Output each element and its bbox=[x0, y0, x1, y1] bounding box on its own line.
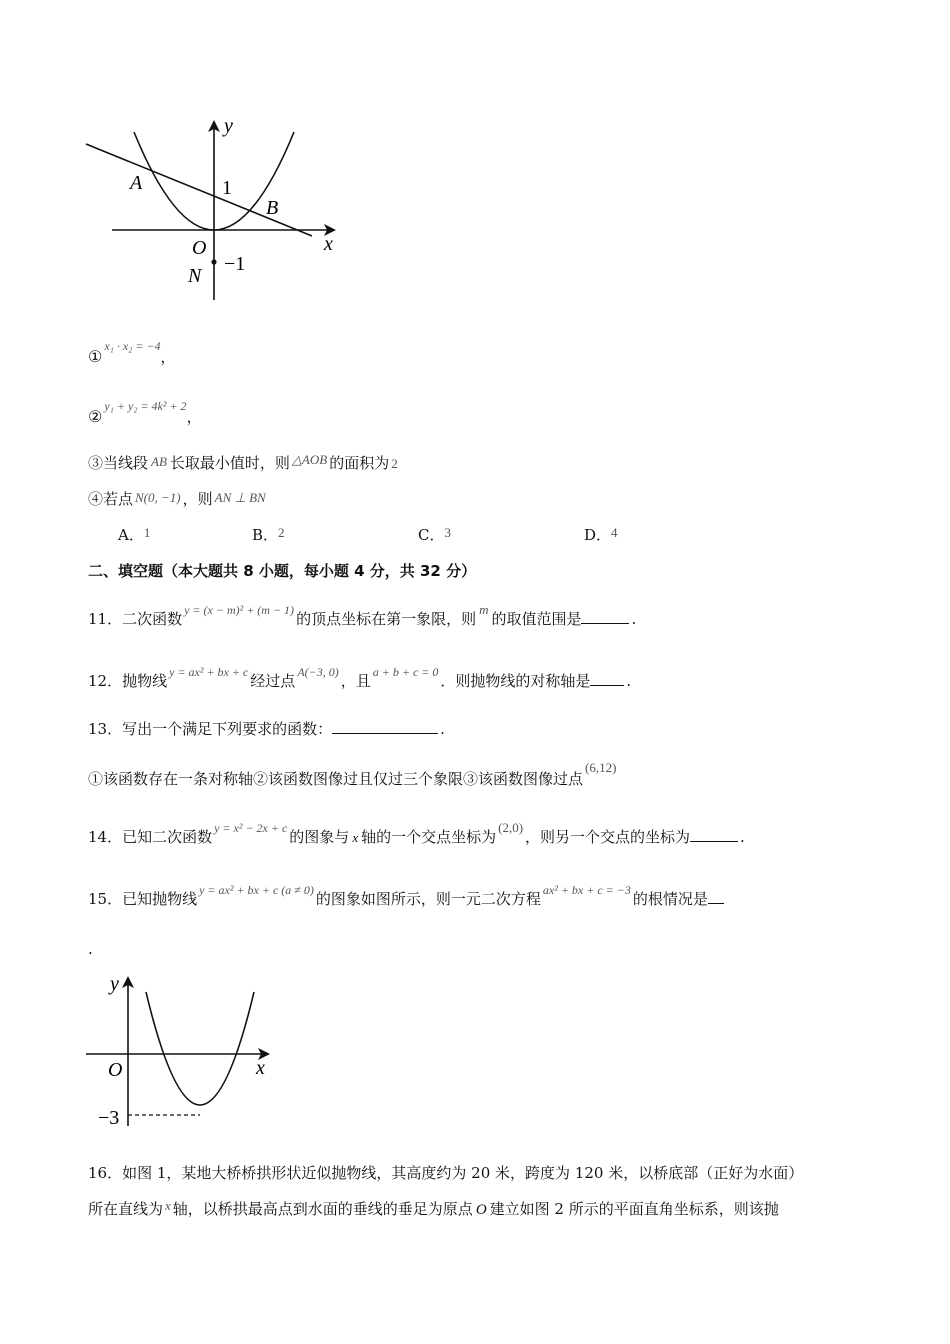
label-neg-one: −1 bbox=[224, 253, 246, 275]
question-14 bbox=[88, 816, 745, 846]
statement-1 bbox=[88, 334, 176, 366]
label-o: O bbox=[192, 237, 207, 259]
q14-math: y = x² − 2x + c bbox=[214, 821, 288, 835]
q15-num: 15．已知抛物线 bbox=[88, 890, 198, 908]
q11-math: y = (x − m)² + (m − 1) bbox=[184, 603, 295, 617]
q13-text: 13．写出一个满足下列要求的函数： bbox=[88, 720, 333, 738]
q14-num: 14．已知二次函数 bbox=[88, 828, 213, 846]
statement-2 bbox=[88, 394, 202, 426]
fig2-parabola-curve bbox=[146, 992, 254, 1105]
question-15 bbox=[88, 878, 724, 908]
statement-2-num: ② bbox=[88, 407, 103, 426]
fig2-label-x: x bbox=[256, 1057, 265, 1079]
option-c bbox=[418, 524, 451, 545]
q15-text-b: 的根情况是 bbox=[632, 890, 708, 908]
point-n bbox=[211, 259, 216, 264]
figure-parabola-line bbox=[80, 110, 350, 310]
section-2-heading: 二、填空题（本大题共 8 小题，每小题 4 分，共 32 分） bbox=[88, 562, 477, 580]
label-n: N bbox=[188, 265, 202, 287]
q14-answer-blank[interactable] bbox=[690, 827, 738, 842]
q13-answer-blank[interactable] bbox=[332, 719, 438, 734]
q13-end: . bbox=[440, 720, 445, 738]
q12-end: . bbox=[626, 672, 632, 690]
option-d-value: 4 bbox=[611, 525, 618, 540]
question-16-line-1: 16．如图 1，某地大桥桥拱形状近似抛物线，其高度约为 20 米，跨度为 120 米，以桥底部（正好为水面） bbox=[88, 1164, 804, 1182]
statement-1-num: ① bbox=[88, 347, 103, 366]
statement-1-math: x₁ · x₂ = −4 bbox=[104, 339, 161, 353]
q15-math-b: ax² + bx + c = −3 bbox=[542, 883, 631, 897]
question-11 bbox=[88, 598, 637, 628]
q12-text-c: ．则抛物线的对称轴是 bbox=[440, 672, 591, 690]
question-13-conditions bbox=[88, 756, 617, 788]
option-a bbox=[118, 524, 150, 545]
question-16-line-2 bbox=[88, 1198, 779, 1219]
q11-num: 11．二次函数 bbox=[88, 610, 183, 628]
q12-math: y = ax² + bx + c bbox=[169, 665, 249, 679]
q16-math-x: x bbox=[165, 1198, 171, 1213]
option-c-label: C． bbox=[418, 526, 445, 544]
label-b: B bbox=[266, 197, 279, 219]
option-b bbox=[252, 524, 285, 545]
option-c-value: 3 bbox=[444, 525, 451, 540]
q15-end: . bbox=[88, 940, 93, 958]
statement-4 bbox=[88, 488, 266, 509]
option-d bbox=[584, 524, 618, 545]
statement-3-math-b: △AOB bbox=[291, 452, 328, 467]
question-12 bbox=[88, 660, 632, 690]
statement-3-text-b: 长取最小值时，则 bbox=[169, 454, 290, 472]
statement-4-text-b: ，则 bbox=[182, 490, 213, 508]
q11-math-m: m bbox=[479, 602, 489, 617]
fig2-label-o: O bbox=[108, 1059, 123, 1081]
option-d-label: D． bbox=[584, 526, 612, 544]
q13-conditions: ①该函数存在一条对称轴②该函数图像过且仅过三个象限③该函数图像过点 bbox=[88, 770, 584, 788]
q14-text-c: ，则另一个交点的坐标为 bbox=[525, 828, 691, 846]
q14-math-x: x bbox=[352, 830, 359, 845]
label-x: x bbox=[324, 233, 333, 255]
q13-math: (6,12) bbox=[585, 760, 617, 775]
q12-answer-blank[interactable] bbox=[590, 671, 624, 686]
q16-line2-b: 轴，以桥拱最高点到水面的垂线的垂足为原点 bbox=[172, 1200, 473, 1218]
q12-text-b: ，且 bbox=[340, 672, 371, 690]
statement-2-tail: ， bbox=[186, 408, 202, 426]
q16-line2-a: 所在直线为 bbox=[88, 1200, 164, 1218]
question-13 bbox=[88, 718, 445, 739]
q11-end: . bbox=[631, 610, 637, 628]
statement-3-math-a: AB bbox=[151, 454, 167, 469]
q11-answer-blank[interactable] bbox=[581, 609, 629, 624]
q15-text-a: 的图象如图所示，则一元二次方程 bbox=[315, 890, 541, 908]
statement-3 bbox=[88, 452, 398, 473]
q15-answer-blank[interactable] bbox=[708, 889, 724, 904]
statement-4-math-b: AN ⊥ BN bbox=[214, 490, 266, 505]
option-b-label: B． bbox=[252, 526, 279, 544]
statement-1-tail: ， bbox=[160, 348, 176, 366]
statement-2-math: y₁ + y₂ = 4k² + 2 bbox=[104, 399, 187, 413]
figure-parabola-min bbox=[80, 966, 290, 1138]
q12-num: 12．抛物线 bbox=[88, 672, 168, 690]
option-a-value: 1 bbox=[143, 525, 151, 540]
q11-text-a: 的顶点坐标在第一象限，则 bbox=[296, 610, 477, 628]
q14-text-b: 轴的一个交点坐标为 bbox=[361, 828, 497, 846]
q16-math-o: O bbox=[475, 1202, 487, 1218]
q14-math-pt: (2,0) bbox=[498, 820, 524, 835]
statement-4-math-a: N(0, −1) bbox=[135, 490, 181, 505]
option-a-label: A． bbox=[118, 526, 144, 544]
statement-3-text-a: ③当线段 bbox=[88, 454, 149, 472]
statement-3-text-c: 的面积为 bbox=[329, 454, 390, 472]
q11-text-b: 的取值范围是 bbox=[491, 610, 582, 628]
fig2-label-y: y bbox=[110, 973, 119, 995]
q12-math-b: a + b + c = 0 bbox=[372, 665, 439, 679]
fig2-label-neg3: −3 bbox=[98, 1107, 120, 1129]
q15-math: y = ax² + bx + c (a ≠ 0) bbox=[199, 883, 314, 897]
q16-line2-c: 建立如图 2 所示的平面直角坐标系，则该抛 bbox=[489, 1200, 779, 1218]
q14-end: . bbox=[740, 828, 745, 846]
statement-3-math-c: 2 bbox=[391, 456, 398, 471]
label-one: 1 bbox=[222, 177, 232, 199]
label-y: y bbox=[224, 115, 233, 137]
q12-text-a: 经过点 bbox=[250, 672, 296, 690]
label-a: A bbox=[130, 172, 143, 194]
q14-text-a: 的图象与 bbox=[289, 828, 350, 846]
option-b-value: 2 bbox=[278, 525, 285, 540]
q12-math-a: A(−3, 0) bbox=[297, 665, 339, 679]
statement-4-text-a: ④若点 bbox=[88, 490, 134, 508]
line-ab bbox=[86, 144, 312, 236]
